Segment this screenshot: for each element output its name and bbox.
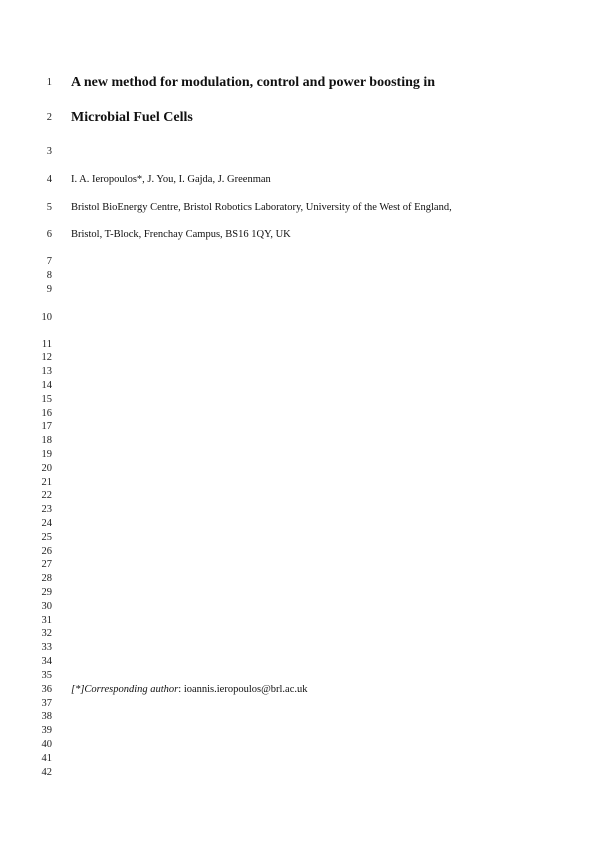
line-number: 42 (41, 767, 52, 778)
line-number: 5 (46, 202, 52, 213)
line-number: 12 (41, 352, 52, 363)
line-number: 4 (46, 174, 52, 185)
line-number: 29 (41, 587, 52, 598)
line-number: 40 (41, 739, 52, 750)
line-number: 11 (41, 339, 52, 350)
line-number: 32 (41, 628, 52, 639)
author-list: I. A. Ieropoulos*, J. You, I. Gajda, J. Greenman (71, 174, 271, 185)
line-number: 13 (41, 366, 52, 377)
line-number: 41 (41, 753, 52, 764)
line-number: 34 (41, 656, 52, 667)
line-number: 19 (41, 449, 52, 460)
line-number: 33 (41, 642, 52, 653)
line-number: 8 (46, 270, 52, 281)
line-number: 17 (41, 421, 52, 432)
line-number: 7 (46, 256, 52, 267)
line-number: 39 (41, 725, 52, 736)
line-number: 35 (41, 670, 52, 681)
affiliation-line-1: Bristol BioEnergy Centre, Bristol Robotics Laboratory, University of the West of England, (71, 202, 452, 213)
line-number: 14 (41, 380, 52, 391)
corresponding-author-label: [*]Corresponding author (71, 684, 179, 695)
line-number: 31 (41, 615, 52, 626)
line-number: 23 (41, 504, 52, 515)
line-number: 30 (41, 601, 52, 612)
line-number: 10 (41, 312, 52, 323)
line-number: 38 (41, 711, 52, 722)
line-number: 28 (41, 573, 52, 584)
line-number: 2 (46, 112, 52, 123)
line-number: 3 (46, 146, 52, 157)
line-number: 16 (41, 408, 52, 419)
line-number: 15 (41, 394, 52, 405)
line-number: 6 (46, 229, 52, 240)
line-number: 36 (41, 684, 52, 695)
line-number: 27 (41, 559, 52, 570)
line-number: 37 (41, 698, 52, 709)
line-number: 26 (41, 546, 52, 557)
line-number: 20 (41, 463, 52, 474)
corresponding-author (71, 684, 308, 696)
affiliation-line-2: Bristol, T-Block, Frenchay Campus, BS16 1QY, UK (71, 229, 291, 240)
line-number: 24 (41, 518, 52, 529)
line-number: 21 (41, 477, 52, 488)
line-number: 9 (46, 284, 52, 295)
paper-title-line-2: Microbial Fuel Cells (71, 110, 193, 125)
corresponding-author-email[interactable]: ioannis.ieropoulos@brl.ac.uk (183, 684, 308, 695)
line-number: 18 (41, 435, 52, 446)
line-number: 1 (46, 77, 52, 88)
line-number: 25 (41, 532, 52, 543)
corresponding-separator: : (178, 684, 184, 695)
paper-title-line-1: A new method for modulation, control and power boosting in (71, 75, 436, 90)
line-number: 22 (41, 490, 52, 501)
